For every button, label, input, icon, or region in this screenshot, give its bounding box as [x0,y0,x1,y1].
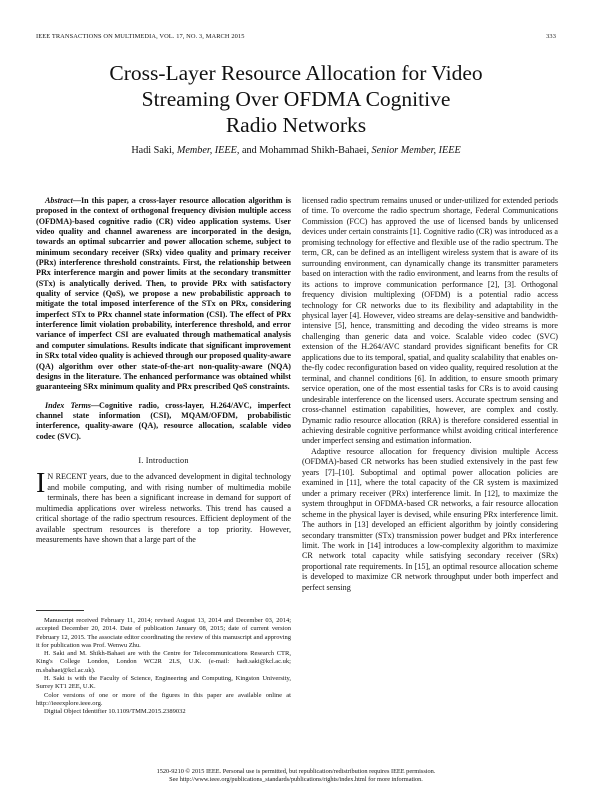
author-line [0,145,592,156]
abstract [36,196,291,393]
right-paragraph-1: licensed radio spectrum remains unused or under-utilized for extended periods of time. To overcome the radio spectrum shortage, Federal Communications Commission (FCC) has approved the use of licensed bands by unlicensed devices under certain constraints [1]. Cognitive radio (CR) was introduced as a promising technology for effective and flexible use of the radio spectrum. The term, CR, can be defined as an intelligent wireless system that is aware of its surrounding environment, can dynamically change its transmitter parameters based on interaction with the radio environment, and learns from the results of its actions to improve communication performance [2], [3]. Orthogonal frequency division multiplexing (OFDM) is a potential radio access technology for CR networks due to its flexibility and adaptability in the physical layer [4]. However, video streams are delay-sensitive and bandwidth-intensive [5], hence, transmitting and decoding the video streams is more challenging than generic data and voice. Scalable video codec (SVC) extension of the H.264/AVC standard provides significant benefits for CR applications due to its temporal, spatial, and quality scalability that enables on-the-fly codec reconfiguration based on video quality, required resolution at the terminal, and channel conditions [6]. In addition, to ensure smooth primary service operation, one of the most essential tasks for CRs is to avoid causing undesirable interference on the licensed users. Accurate spectrum sensing and cross-channel estimation capabilities, however, are complex and costly. Dynamic radio resource allocation (RRA) is therefore considered essential in achieving desirable cognitive performance whilst avoiding critical interference under imperfect sensing and estimation information. [302,196,558,446]
abstract-text: —In this paper, a cross-layer resource allocation algorithm is proposed in the context of orthogonal frequency division multiple access (OFDMA)-based cognitive radio (CR) video application systems. User video quality and channel awareness are incorporated in the design, towards an optimal subcarrier and power allocation scheme, subject to minimum secondary receiver (SRx) video quality and primary receiver (PRx) interference threshold constraints. First, the relationship between PRx interference margin and power limits at the secondary transmitter (STx) is analytically derived. Then, to provide PRx with satisfactory quality of service (QoS), we propose a new probabilistic approach to mitigate the total imposed interference of the STx on PRx, considering imperfect STx to PRx channel state information (CSI). The effect of PRx interference limit violation probability, interference threshold, and error variance of imperfect CSI are evaluated through mathematical analysis and computer simulations. Results indicate that significant improvement in SRx total video quality is achieved through our proposed quality-aware (QA) algorithm over other state-of-the-art non-quality-aware (NQA) designs in the literature. The enhanced performance was obtained whilst guaranteeing SRx minimum quality and PRx prescribed QoS constraints. [36,196,291,392]
paper-title [0,60,592,138]
running-header: IEEE TRANSACTIONS ON MULTIMEDIA, VOL. 17, NO. 3, MARCH 2015 [36,33,245,40]
intro-text: N RECENT years, due to the advanced development in digital technology and mobile computing, and with rising number of multimedia mobile terminals, there has been a significant increase in demand for support of multimedia applications over wireless networks. This trend has caused a critical shortage of the radio spectrum resources. Efficient deployment of the available spectrum resources is therefore a top priority. However, measurements have shown that a large part of the [36,472,291,545]
intro-paragraph [36,468,291,545]
footnote-rule [36,610,84,611]
footnotes [36,617,291,717]
footnote-color-versions: Color versions of one or more of the figures in this paper are available online at http://ieeexplore.ieee.org. [36,691,291,707]
author-1: Hadi Saki, [131,145,177,156]
author-2-role: Senior Member, IEEE [371,145,461,156]
copyright-footer [0,768,592,784]
abstract-label: Abstract [45,196,73,205]
title-line-1: Cross-Layer Resource Allocation for Video [109,61,483,85]
right-column [302,196,558,593]
index-terms-label: Index Terms [45,400,91,410]
author-1-role: Member, IEEE, [176,145,240,156]
title-line-3: Radio Networks [225,113,367,137]
copyright-line: 1520-9210 © 2015 IEEE. Personal use is permitted, but republication/redistribution requires IEEE permission. [156,768,436,775]
permissions-line: See http://www.ieee.org/publications_standards/publications/rights/index.html for more information. [169,776,423,783]
footnote-affiliation-1: H. Saki and M. Shikh-Bahaei are with the Centre for Telecommunications Research CTR, King's College London, London WC2R 2LS, U.K. (e-mail: hadi.saki@kcl.ac.uk; m.sbahaei@kcl.ac.uk). [36,650,291,674]
page-number: 333 [546,33,556,40]
left-column [36,196,291,546]
title-line-2: Streaming Over OFDMA Cognitive [141,87,451,111]
author-2: and Mohammad Shikh-Bahaei, [239,145,372,156]
footnote-manuscript: Manuscript received February 11, 2014; revised August 13, 2014 and December 03, 2014; accepted December 20, 2014. Date of publication January 08, 2015; date of current version February 12, 2015. The associate editor coordinating the review of this manuscript and approving it for publication was Prof. Wenwu Zhu. [36,617,291,649]
index-terms-text: —Cognitive radio, cross-layer, H.264/AVC, imperfect channel state information (CSI), MQAM/OFDM, probabilistic interference, quality-aware (QA), resource allocation, scalable video codec (SVC). [36,400,291,441]
drop-cap: I [36,468,46,500]
footnote-doi: Digital Object Identifier 10.1109/TMM.2015.2389032 [44,708,186,716]
section-heading-introduction: I. Introduction [138,455,189,465]
index-terms [36,401,291,442]
right-paragraph-2: Adaptive resource allocation for frequency division multiple Access (OFDMA)-based CR networks has been studied extensively in the past few years [7]–[10]. Suboptimal and optimal power allocation policies are examined in [11], where the total capacity of the CR system is maximized under a primary receiver (PRx) interference limit. In [12], to maximize the system throughput in OFDMA-based CR networks, a fair resource allocation scheme in the physical layer is devised, while ensuring PRx interference limit. The authors in [13] developed an efficient algorithm by jointly considering secondary transmitter (STx) transmission power budget and PRx interference limit. The work in [14] introduces a low-complexity algorithm to maximize CR network total capacity while satisfying secondary receiver (SRx) proportional rate requirements. In [15], an optimal resource allocation scheme is developed to maximize CR network throughput under both imperfect and perfect sensing [302,446,558,592]
footnote-affiliation-2: H. Saki is with the Faculty of Science, Engineering and Computing, Kingston University, Surrey KT1 2EE, U.K. [36,675,291,691]
